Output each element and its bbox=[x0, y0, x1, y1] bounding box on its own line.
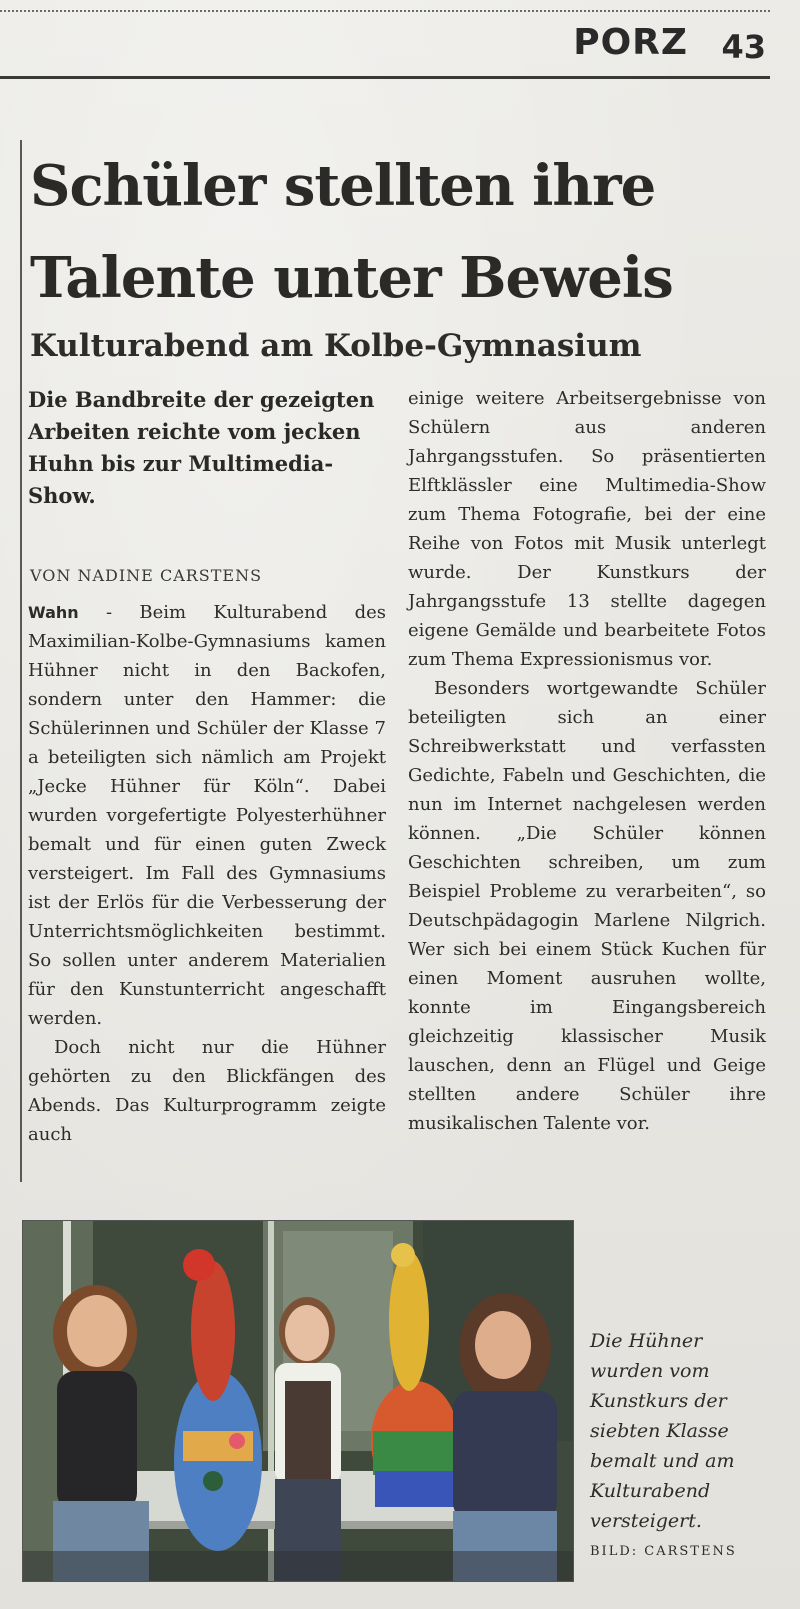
paragraph-2-start: Doch nicht nur die Hühner gehörten zu den Blickfängen des Abends. Das Kulturprogramm zeigte auch bbox=[28, 1037, 386, 1145]
article-subhead: Kulturabend am Kolbe-Gymnasium bbox=[30, 328, 642, 364]
photo-credit: BILD: CARSTENS bbox=[590, 1544, 737, 1559]
top-dotted-line bbox=[0, 10, 770, 12]
column-rule bbox=[20, 140, 22, 1182]
text-column-2 bbox=[408, 384, 766, 1138]
article-lead: Die Bandbreite der gezeigten Arbeiten reichte vom jecken Huhn bis zur Multimedia-Show. bbox=[28, 387, 375, 508]
article-photo bbox=[22, 1220, 574, 1582]
header-rule bbox=[0, 76, 770, 79]
paragraph-1 bbox=[28, 598, 386, 1033]
article-headline: Schüler stellten ihre Talente unter Beweis bbox=[30, 153, 673, 311]
section-name: PORZ bbox=[573, 22, 688, 63]
paragraph-2-continued: einige weitere Arbeitsergebnisse von Schülern aus anderen Jahrgangsstufen. So präsentierten Elftklässler eine Multimedia-Show zum Thema Fotografie, bei der eine Reihe von Fotos mit Musik unterlegt wurde. Der Kunstkurs der Jahrgangsstufe 13 stellte dagegen eigene Gemälde und bearbeitete Fotos zum Thema Expressionismus vor. bbox=[408, 388, 766, 670]
page-number: 43 bbox=[721, 28, 766, 66]
photo-caption: Die Hühner wurden vom Kunstkurs der siebten Klasse bemalt und am Kulturabend versteigert. bbox=[590, 1330, 735, 1532]
dateline: Wahn bbox=[28, 603, 79, 622]
paragraph-3: Besonders wortgewandte Schüler beteiligten sich an einer Schreibwerkstatt und verfassten Gedichte, Fabeln und Geschichten, die nun im Internet nachgelesen werden können. „Die Schüler können Geschichten schreiben, um zum Beispiel Probleme zu verarbeiten“, so Deutschpädagogin Marlene Nilgrich. Wer sich bei einem Stück Kuchen für einen Moment ausruhen wollte, konnte im Eingangsbereich gleichzeitig klassischer Musik lauschen, denn an Flügel und Geige stellten andere Schüler ihre musikalischen Talente vor. bbox=[408, 678, 766, 1134]
text-column-1 bbox=[28, 598, 386, 1149]
byline: VON NADINE CARSTENS bbox=[30, 566, 263, 585]
paragraph-1-text: - Beim Kulturabend des Maximilian-Kolbe-Gymnasiums kamen Hühner nicht in den Backofen, sondern unter den Hammer: die Schülerinnen und Schüler der Klasse 7 a beteiligten sich nämlich am Projekt „Jecke Hühner für Köln“. Dabei wurden vorgefertigte Polyesterhühner bemalt und für einen guten Zweck versteigert. Im Fall des Gymnasiums ist der Erlös für die Verbesserung der Unterrichtsmöglichkeiten bestimmt. So sollen unter anderem Materialien für den Kunstunterricht angeschafft werden. bbox=[28, 602, 386, 1029]
